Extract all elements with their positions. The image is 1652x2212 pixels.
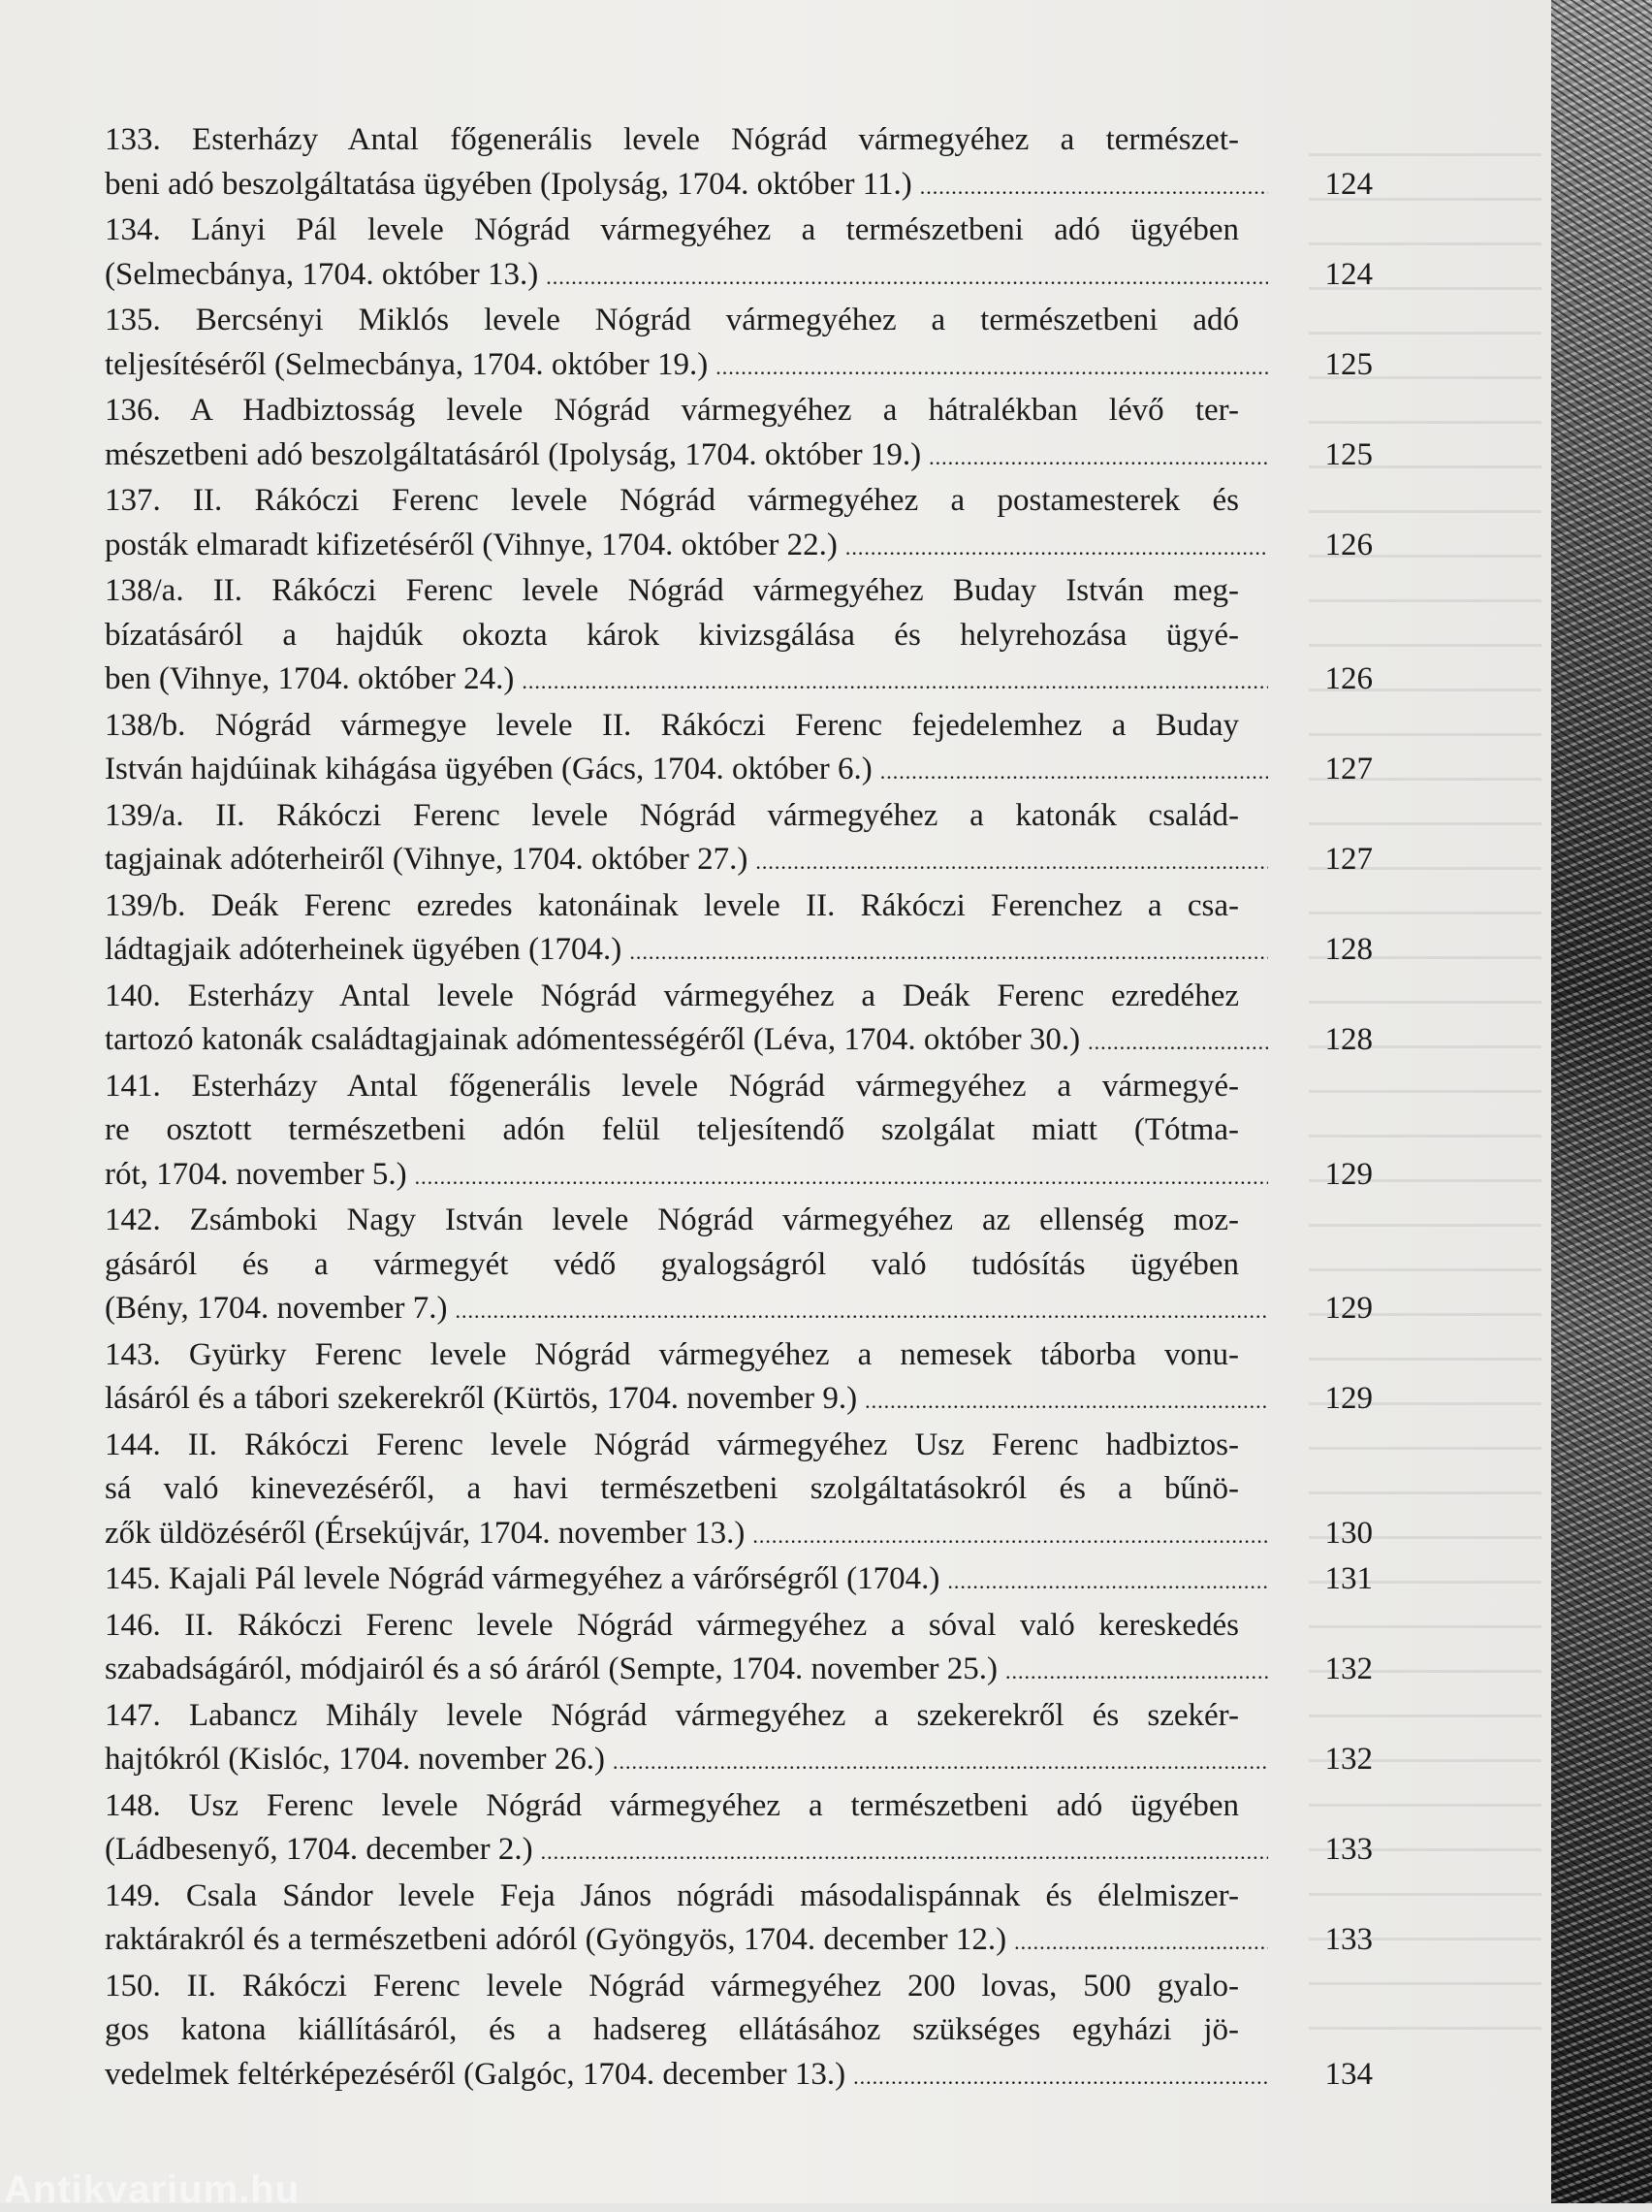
page-number: 128: [1324, 932, 1373, 967]
dot-leader: [1088, 1020, 1268, 1065]
dot-leader: [522, 659, 1268, 704]
page-number: 125: [1324, 436, 1373, 472]
toc-entry-last-line: [105, 524, 1373, 570]
toc-entry-line: 141. Esterházy Antal főgenerális levele Nógrád vármegyéhez a vármegyé-: [105, 1068, 1239, 1104]
toc-entry: [105, 1333, 1373, 1424]
toc-entry: [105, 1875, 1373, 1965]
toc-entry-line: 144. II. Rákóczi Ferenc levele Nógrád vármegyéhez Usz Ferenc hadbiztos-: [105, 1427, 1239, 1462]
page-number: 126: [1324, 661, 1373, 696]
toc-entry-line: 137. II. Rákóczi Ferenc levele Nógrád vármegyéhez a postamesterek és: [105, 483, 1239, 518]
dot-leader: [929, 435, 1268, 480]
toc-entry-line: ben (Vihnye, 1704. október 24.): [105, 661, 515, 696]
page-number: 127: [1324, 752, 1373, 786]
toc-entry-line: sá való kinevezéséről, a havi természetbeni szolgáltatásokról és a bűnö-: [105, 1471, 1239, 1506]
toc-entry-line: 145. Kajali Pál levele Nógrád vármegyéhez a várőrségről (1704.): [105, 1561, 940, 1596]
toc-entry-line: zők üldözéséről (Érsekújvár, 1704. november 13.): [105, 1515, 746, 1551]
toc-entry-line: bízatásáról a hajdúk okozta károk kivizsgálása és helyrehozása ügyé-: [105, 617, 1239, 653]
toc-entry-line: (Bény, 1704. november 7.): [105, 1291, 448, 1326]
toc-entry-line: 146. II. Rákóczi Ferenc levele Nógrád vármegyéhez a sóval való kereskedés: [105, 1607, 1239, 1643]
toc-entry-last-line: [105, 1648, 1373, 1694]
page-number: 129: [1324, 1156, 1373, 1192]
toc-entry-line: 143. Gyürky Ferenc levele Nógrád vármegyéhez a nemesek táborba vonu-: [105, 1336, 1239, 1372]
dot-leader: [455, 1289, 1268, 1333]
dot-leader: [845, 526, 1268, 570]
toc-entry-last-line: [105, 1377, 1373, 1424]
dot-leader: [546, 255, 1268, 300]
toc-entry-line: lásáról és a tábori szekerekről (Kürtös, 1704. november 9.): [105, 1381, 858, 1416]
toc-entry-line: 148. Usz Ferenc levele Nógrád vármegyéhez a természetbeni adó ügyében: [105, 1787, 1239, 1823]
page-number: 130: [1324, 1515, 1373, 1551]
toc-entry-line: hajtókról (Kislóc, 1704. november 26.): [105, 1742, 605, 1777]
toc-entry-line: rót, 1704. november 5.): [105, 1156, 407, 1192]
toc-entry: [105, 1784, 1373, 1875]
toc-entry-line: gásáról és a vármegyét védő gyalogságról való tudósítás ügyében: [105, 1246, 1239, 1282]
toc-entry-line: beni adó beszolgáltatása ügyében (Ipolyság, 1704. október 11.): [105, 166, 912, 202]
toc-entry-line: mészetbeni adó beszolgáltatásáról (Ipolyság, 1704. október 19.): [105, 436, 922, 472]
dot-leader: [880, 750, 1268, 794]
toc-entry-line: 147. Labancz Mihály levele Nógrád vármegyéhez a szekerekről és szekér-: [105, 1697, 1239, 1733]
toc-entry: [105, 479, 1373, 569]
toc-entry-last-line: [105, 253, 1373, 300]
toc-entry-last-line: [105, 1918, 1373, 1965]
page-number: 129: [1324, 1381, 1373, 1416]
toc-entry: [105, 208, 1373, 299]
dot-leader: [920, 165, 1268, 209]
toc-entry: [105, 1965, 1373, 2100]
toc-entry: [105, 975, 1373, 1065]
toc-entry: [105, 569, 1373, 704]
page-number: 132: [1324, 1742, 1373, 1777]
toc-entry-last-line: [105, 1828, 1373, 1875]
toc-entry-line: 139/a. II. Rákóczi Ferenc levele Nógrád vármegyéhez a katonák család-: [105, 797, 1239, 833]
toc-entry: [105, 389, 1373, 479]
dot-leader: [853, 2055, 1268, 2100]
dot-leader: [541, 1830, 1268, 1875]
page-number: 131: [1324, 1561, 1373, 1596]
toc-entry-last-line: [105, 657, 1373, 704]
toc-entry-line: 142. Zsámboki Nagy István levele Nógrád vármegyéhez az ellenség moz-: [105, 1202, 1239, 1237]
toc-entry-last-line: [105, 2053, 1373, 2100]
dot-leader: [865, 1379, 1268, 1424]
page-number: 127: [1324, 842, 1373, 877]
toc-entry-last-line: [105, 1738, 1373, 1784]
toc-entry-last-line: [105, 928, 1373, 975]
page-number: 126: [1324, 527, 1373, 562]
toc-entry-line: teljesítéséről (Selmecbánya, 1704. október 19.): [105, 346, 709, 382]
dot-leader: [752, 1514, 1268, 1558]
toc-entry-last-line: [105, 433, 1373, 480]
toc-entry-line: 150. II. Rákóczi Ferenc levele Nógrád vármegyéhez 200 lovas, 500 gyalo-: [105, 1968, 1239, 2004]
toc-entry-line: szabadságáról, módjairól és a só áráról (Sempte, 1704. november 25.): [105, 1651, 998, 1686]
toc-entry-line: 133. Esterházy Antal főgenerális levele Nógrád vármegyéhez a természet-: [105, 122, 1239, 157]
toc-entry-line: 138/a. II. Rákóczi Ferenc levele Nógrád vármegyéhez Buday István meg-: [105, 573, 1239, 608]
toc-entry-line: 134. Lányi Pál levele Nógrád vármegyéhez a természetbeni adó ügyében: [105, 212, 1239, 247]
page-number: 124: [1324, 166, 1373, 202]
toc-entry-line: raktárakról és a természetbeni adóról (Gyöngyös, 1704. december 12.): [105, 1922, 1007, 1957]
toc-entry: [105, 1694, 1373, 1784]
page-number: 132: [1324, 1651, 1373, 1686]
toc-entry: [105, 884, 1373, 975]
page-number: 129: [1324, 1291, 1373, 1326]
toc-entry-line: (Ládbesenyő, 1704. december 2.): [105, 1832, 533, 1867]
toc-entry: [105, 1604, 1373, 1694]
table-of-contents: [105, 118, 1373, 2099]
toc-entry-line: ládtagjaik adóterheinek ügyében (1704.): [105, 932, 622, 967]
page-number: 128: [1324, 1022, 1373, 1057]
dot-leader: [715, 345, 1268, 390]
toc-entry-last-line: [105, 838, 1373, 884]
toc-entry-line: 135. Bercsényi Miklós levele Nógrád vármegyéhez a természetbeni adó: [105, 303, 1239, 337]
toc-entry-last-line: [105, 1557, 1373, 1604]
toc-entry: [105, 1424, 1373, 1558]
dot-leader: [755, 840, 1268, 884]
toc-entry-line: vedelmek feltérképezéséről (Galgóc, 1704. december 13.): [105, 2056, 846, 2092]
toc-entry: [105, 1557, 1373, 1604]
toc-entry: [105, 1065, 1373, 1200]
page-number: 134: [1324, 2056, 1373, 2092]
page-number: 133: [1324, 1922, 1373, 1957]
toc-entry-line: 139/b. Deák Ferenc ezredes katonáinak levele II. Rákóczi Ferenchez a csa-: [105, 887, 1239, 923]
toc-entry-line: István hajdúinak kihágása ügyében (Gács, 1704. október 6.): [105, 752, 873, 786]
toc-entry: [105, 299, 1373, 389]
page-number: 133: [1324, 1832, 1373, 1867]
toc-entry: [105, 1199, 1373, 1333]
dot-leader: [1014, 1920, 1268, 1965]
toc-entry-line: tartozó katonák családtagjainak adómentességéről (Léva, 1704. október 30.): [105, 1022, 1081, 1057]
engraving-edge-image: [1551, 0, 1652, 2203]
toc-entry: [105, 794, 1373, 884]
toc-entry-line: 136. A Hadbiztosság levele Nógrád vármegyéhez a hátralékban lévő ter-: [105, 393, 1239, 428]
toc-entry: [105, 704, 1373, 794]
toc-entry-line: (Selmecbánya, 1704. október 13.): [105, 256, 539, 292]
toc-entry-line: posták elmaradt kifizetéséről (Vihnye, 1704. október 22.): [105, 527, 838, 562]
toc-entry-line: 149. Csala Sándor levele Feja János nógrádi másodalispánnak és élelmiszer-: [105, 1877, 1239, 1913]
page-number: 125: [1324, 346, 1373, 382]
dot-leader: [613, 1740, 1268, 1784]
dot-leader: [947, 1559, 1268, 1604]
toc-entry-last-line: [105, 1512, 1373, 1558]
toc-entry-last-line: [105, 1287, 1373, 1333]
toc-entry-line: gos katona kiállításáról, és a hadsereg ellátásához szükséges egyházi jö-: [105, 2012, 1239, 2047]
dot-leader: [1005, 1650, 1268, 1694]
dot-leader: [415, 1155, 1268, 1200]
toc-entry-line: re osztott természetbeni adón felül teljesítendő szolgálat miatt (Tótma-: [105, 1112, 1239, 1147]
toc-entry-last-line: [105, 1018, 1373, 1065]
toc-entry-last-line: [105, 748, 1373, 794]
toc-entry-line: 140. Esterházy Antal levele Nógrád vármegyéhez a Deák Ferenc ezredéhez: [105, 978, 1239, 1013]
dot-leader: [629, 930, 1268, 975]
toc-entry-last-line: [105, 1153, 1373, 1200]
toc-entry-last-line: [105, 163, 1373, 209]
toc-entry-line: 138/b. Nógrád vármegye levele II. Rákóczi Ferenc fejedelemhez a Buday: [105, 707, 1239, 743]
toc-entry-last-line: [105, 343, 1373, 390]
toc-entry: [105, 118, 1373, 208]
toc-entry-line: tagjainak adóterheiről (Vihnye, 1704. október 27.): [105, 842, 748, 877]
watermark-text: Antikvarium.hu: [4, 2168, 301, 2211]
page-number: 124: [1324, 256, 1373, 292]
